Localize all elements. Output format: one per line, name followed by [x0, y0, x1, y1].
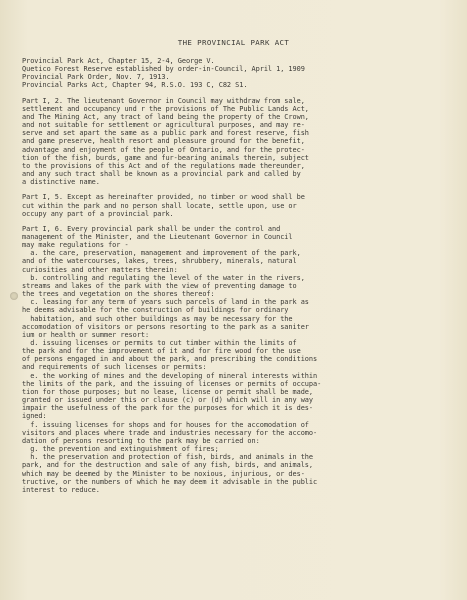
text-line: the park and for the improvement of it and for fire wood for the use	[22, 347, 301, 356]
clause-f-line: f. issuing licenses for shops and for houses for the accomodation of	[22, 420, 309, 429]
citation-line: Provincial Parks Act, Chapter 94, R.S.O. 193 C, C82 S1.	[22, 81, 248, 90]
clause-h-line: h. the preservation and protection of fish, birds, and animals in the	[22, 453, 313, 462]
citation-line: Provincial Park Order, Nov. 7, 1913.	[22, 73, 170, 82]
clause-c-line: c. leasing for any term of years such parcels of land in the park as	[22, 298, 309, 307]
citation-line: Provincial Park Act, Chapter 15, 2-4, George V.	[22, 57, 215, 65]
text-line: he deems advisable for the construction of buildings for ordinary	[22, 306, 289, 315]
text-line: may make regulations for -	[22, 241, 129, 250]
text-line: the limits of the park, and the issuing of licenses or permits of occupa-	[22, 379, 322, 388]
text-line: Part I, 5. Except as hereinafter provided, no timber or wood shall be	[22, 193, 305, 202]
text-line: granted or issued under this or clause (c) or (d) which will in any way	[22, 396, 313, 405]
text-line: streams and lakes of the park with the view of preventing damage to	[22, 281, 297, 290]
text-line: and game preserve, health resort and pleasure ground for the benefit,	[22, 137, 305, 146]
clause-d-line: d. issuing licenses or permits to cut timber within the limits of	[22, 339, 297, 347]
text-line: visitors and places where trade and industries necessary for the accomo-	[22, 428, 318, 437]
text-line: and of the watercourses, lakes, trees, shrubbery, minerals, natural	[22, 257, 297, 266]
punch-hole-mark	[10, 292, 18, 300]
text-line: occupy any part of a provincial park.	[22, 209, 174, 218]
text-line: the trees and vegetation on the shores thereof:	[22, 290, 215, 299]
text-line: cut within the park and no person shall locate, settle upon, use or	[22, 201, 297, 210]
citation-line: Quetico Forest Reserve established by order-in-Council, April 1, 1909	[22, 65, 305, 74]
text-line: accomodation of visitors or persons resorting to the park as a saniter	[22, 322, 309, 331]
text-line: management of the Minister, and the Lieutenant Governor in Council	[22, 232, 293, 241]
text-line: park, and for the destruction and sale of any fish, birds, and animals,	[22, 461, 313, 470]
text-line: igned:	[22, 412, 47, 421]
text-line: and not suitable for settlement or agricultural purposes, and may re-	[22, 121, 305, 130]
text-line: of persons engaged in and about the park, and prescribing the conditions	[22, 355, 318, 364]
clause-e-line: e. the working of mines and the developing of mineral interests within	[22, 371, 318, 380]
text-line: and requirements of such licenses or permits:	[22, 363, 207, 372]
document-heading: THE PROVINCIAL PARK ACT	[177, 38, 290, 47]
text-line: tion of the fish, burds, game and fur-bearing animals therein, subject	[22, 153, 309, 162]
text-line: tructive, or the numbers of which he may deem it advisable in the public	[22, 477, 318, 486]
text-line: interest to reduce.	[22, 485, 100, 494]
part1-section6-paragraph	[22, 225, 445, 494]
text-line: to the provisions of this Act and of the regulations made thereunder,	[22, 161, 305, 170]
text-line: a distinctive name.	[22, 178, 100, 187]
text-line: Part I, 6. Every provincial park shall be under the control and	[22, 224, 281, 233]
text-line: habitation, and such other buildings as may be necessary for the	[22, 314, 293, 323]
text-line: which may be deemed by the Minister to be noxious, injurious, or des-	[22, 469, 305, 478]
text-line: ium or health or summer resort:	[22, 330, 150, 339]
text-line: advantage and enjoyment of the people of Ontario, and for the protec-	[22, 145, 305, 154]
text-line: impair the usefulness of the park for the purposes for which it is des-	[22, 404, 313, 413]
part1-section2-paragraph	[22, 97, 445, 187]
citations-block	[22, 57, 445, 90]
text-line: curiosities and other matters therein:	[22, 265, 178, 274]
text-line: settlement and occupancy und r the provisions of The Public Lands Act,	[22, 104, 309, 113]
text-line: tion for those purposes; but no lease, license or permit shall be made,	[22, 387, 313, 396]
text-line: dation of persons resorting to the park may be carried on:	[22, 436, 260, 445]
text-line: and The Mining Act, any tract of land being the property of the Crown,	[22, 112, 309, 121]
text-line: serve and set apart the same as a public park and forest reserve, fish	[22, 129, 309, 138]
clause-g-line: g. the prevention and extinguishment of fires;	[22, 445, 219, 454]
clause-a-line: a. the care, preservation, management and improvement of the park,	[22, 249, 301, 258]
clause-b-line: b. controlling and regulating the level of the water in the rivers,	[22, 273, 305, 282]
text-line: and any such tract shall be known as a provincial park and called by	[22, 170, 301, 179]
text-line: Part I, 2. The lieutenant Governor in Council may withdraw from sale,	[22, 96, 305, 105]
part1-section5-paragraph	[22, 193, 445, 217]
